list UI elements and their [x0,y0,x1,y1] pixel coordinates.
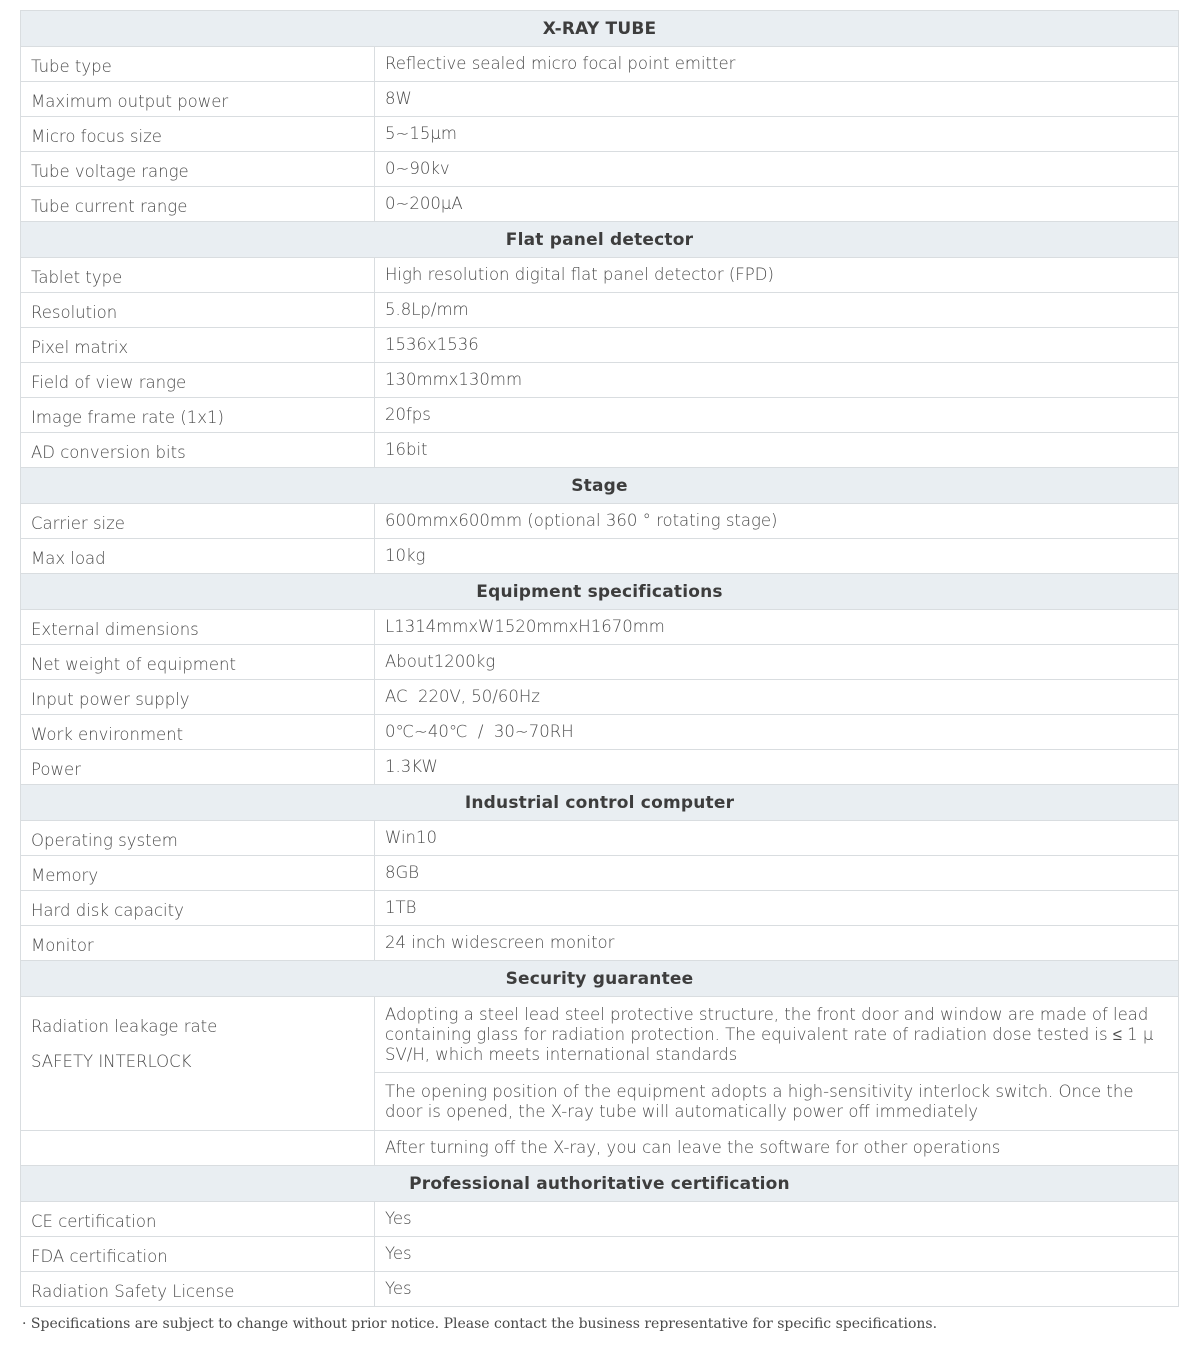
spec-label: CE certification [21,1202,375,1237]
spec-value: 1.3KW [375,750,1179,785]
spec-label: Hard disk capacity [21,891,375,926]
section-header-stage [21,468,1179,504]
spec-label: Monitor [21,926,375,961]
spec-value: 10kg [375,539,1179,574]
spec-value: 5.8Lp/mm [375,293,1179,328]
section-header-industrial-control-computer [21,785,1179,821]
table-row [21,715,1179,750]
table-row [21,117,1179,152]
spec-value: 1536x1536 [375,328,1179,363]
spec-label: Tube current range [21,187,375,222]
section-header-certification [21,1166,1179,1202]
table-row [21,750,1179,785]
spec-value: 1TB [375,891,1179,926]
spec-label: Pixel matrix [21,328,375,363]
spec-label: Tube voltage range [21,152,375,187]
spec-value: 600mmx600mm (optional 360 ° rotating stage) [375,504,1179,539]
spec-value: Yes [375,1202,1179,1237]
spec-label: Carrier size [21,504,375,539]
spec-value: 24 inch widescreen monitor [375,926,1179,961]
spec-label: Power [21,750,375,785]
section-title: Flat panel detector [21,222,1179,258]
spec-label: Maximum output power [21,82,375,117]
spec-value: 20fps [375,398,1179,433]
section-title: Professional authoritative certification [21,1166,1179,1202]
table-row [21,328,1179,363]
specifications-table [20,10,1179,1307]
table-row [21,504,1179,539]
spec-value: Reflective sealed micro focal point emitter [375,47,1179,82]
spec-value: Yes [375,1237,1179,1272]
spec-label: Net weight of equipment [21,645,375,680]
spec-label: FDA certification [21,1237,375,1272]
table-row [21,187,1179,222]
table-row [21,1272,1179,1307]
spec-label: Memory [21,856,375,891]
spec-label: External dimensions [21,610,375,645]
spec-label: Radiation Safety License [21,1272,375,1307]
spec-label: Radiation leakage rate [31,1017,218,1036]
spec-label: Tablet type [21,258,375,293]
spec-value: 0℃~40℃ / 30~70RH [375,715,1179,750]
table-row [21,363,1179,398]
table-row [21,539,1179,574]
table-row [21,82,1179,117]
spec-value: About1200kg [375,645,1179,680]
section-header-flat-panel-detector [21,222,1179,258]
table-row [21,610,1179,645]
spec-label: Work environment [21,715,375,750]
section-header-security-guarantee [21,961,1179,997]
table-row [21,1202,1179,1237]
spec-label: Micro focus size [21,117,375,152]
spec-value: After turning off the X-ray, you can leave the software for other operations [375,1131,1179,1166]
table-row [21,47,1179,82]
spec-value: 8GB [375,856,1179,891]
spec-value: Yes [375,1272,1179,1307]
table-row [21,1237,1179,1272]
spec-label: Input power supply [21,680,375,715]
table-row [21,680,1179,715]
spec-value: High resolution digital flat panel detector (FPD) [375,258,1179,293]
spec-value: 130mmx130mm [375,363,1179,398]
section-title: Security guarantee [21,961,1179,997]
table-row [21,926,1179,961]
spec-value: 16bit [375,433,1179,468]
spec-value: 0~200μA [375,187,1179,222]
table-row [21,821,1179,856]
table-row [21,891,1179,926]
spec-label: Tube type [21,47,375,82]
table-row [21,398,1179,433]
spec-label: Max load [21,539,375,574]
spec-value: The opening position of the equipment adopts a high-sensitivity interlock switch. Once the door is opened, the X-ray tube will automatically power off immediately [375,1073,1179,1131]
spec-value: 5~15μm [375,117,1179,152]
section-header-xray-tube [21,11,1179,47]
spec-value: Win10 [375,821,1179,856]
table-row [21,152,1179,187]
spec-label: Resolution [21,293,375,328]
table-row [21,258,1179,293]
table-row [21,997,1179,1073]
section-title: Stage [21,468,1179,504]
spec-label: Field of view range [21,363,375,398]
spec-label-empty [21,1131,375,1166]
spec-label: SAFETY INTERLOCK [31,1052,192,1071]
spec-label: AD conversion bits [21,433,375,468]
section-title: Equipment specifications [21,574,1179,610]
spec-label: Operating system [21,821,375,856]
spec-value: L1314mmxW1520mmxH1670mm [375,610,1179,645]
spec-value: Adopting a steel lead steel protective structure, the front door and window are made of lead containing glass for radiation protection. The equivalent rate of radiation dose tested is ≤ 1 μ SV/H, which meets international standards [375,997,1179,1073]
table-row [21,293,1179,328]
spec-label: Image frame rate (1x1) [21,398,375,433]
section-header-equipment-specifications [21,574,1179,610]
table-row [21,1131,1179,1166]
table-row [21,645,1179,680]
table-row [21,433,1179,468]
spec-value: 8W [375,82,1179,117]
spec-value: 0~90kv [375,152,1179,187]
table-row [21,856,1179,891]
spec-value: AC 220V, 50/60Hz [375,680,1179,715]
section-title: X-RAY TUBE [21,11,1179,47]
spec-label-stack [21,997,375,1131]
section-title: Industrial control computer [21,785,1179,821]
footnote: · Specifications are subject to change without prior notice. Please contact the business representative for specific specifications. [22,1316,938,1332]
